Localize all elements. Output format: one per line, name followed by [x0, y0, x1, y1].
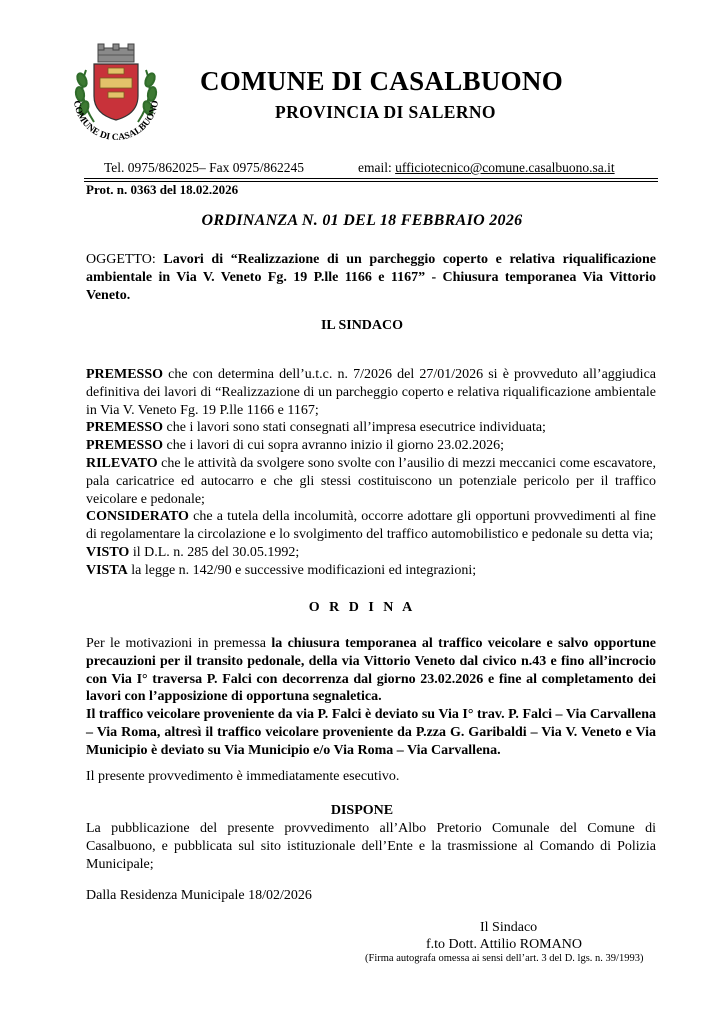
premise-item — [86, 437, 656, 455]
municipality-title: COMUNE DI CASALBUONO — [200, 66, 564, 96]
header-divider-top — [84, 178, 658, 179]
executive-note: Il presente provvedimento è immediatamente esecutivo. — [86, 769, 400, 784]
ordinance-title: ORDINANZA N. 01 DEL 18 FEBBRAIO 2026 — [201, 212, 523, 229]
premise-keyword: PREMESSO — [86, 420, 164, 436]
orders-detour-text: Il traffico veicolare proveniente da via P. Falci è deviato su Via I° trav. P. Falci – Via Carvallena – Via Roma, altresì il traffico veicolare proveniente da P.zza G. Garibaldi – Via V. Veneto e Via Municipio è deviato su Via Municipio e/o Via Roma – Via Carvallena. — [86, 707, 656, 758]
premise-text: che le attività da svolgere sono svolte con l’ausilio di mezzi meccanici come escavatore, pala caricatrice ed autocarro e che gli stessi costituiscono un potenziale pericolo per il traffico veicolare e pedonale; — [86, 455, 656, 507]
premise-text: la legge n. 142/90 e successive modificazioni ed integrazioni; — [127, 562, 477, 578]
mayor-heading: IL SINDACO — [320, 318, 404, 333]
orders-section — [86, 635, 656, 760]
signature-name: f.to Dott. Attilio ROMANO — [426, 937, 582, 952]
premise-text: che i lavori di cui sopra avranno inizio il giorno 23.02.2026; — [163, 438, 504, 454]
premise-keyword: PREMESSO — [86, 367, 164, 382]
premise-item — [86, 562, 656, 580]
premise-keyword: CONSIDERATO — [86, 509, 189, 525]
premise-item — [86, 455, 656, 508]
premises-section — [86, 366, 656, 580]
crest-ribbon-text: COMUNE DI CASALBUONO — [70, 99, 162, 144]
premise-item — [86, 366, 656, 419]
premise-keyword: RILEVATO — [86, 455, 158, 471]
premise-item — [86, 508, 656, 544]
subject-label: OGGETTO: — [86, 252, 164, 267]
premise-keyword: VISTO — [86, 544, 130, 560]
protocol-number: Prot. n. 0363 del 18.02.2026 — [86, 182, 239, 197]
subject-text: Lavori di “Realizzazione di un parcheggio coperto e relativa riqualificazione ambientale in Via V. Veneto Fg. 19 P.lle 1166 e 1167” - Chiusura temporanea Via Vittorio Veneto. — [86, 252, 656, 303]
premise-text: il D.L. n. 285 del 30.05.1992; — [129, 544, 300, 560]
email-block — [358, 160, 615, 176]
premise-keyword: PREMESSO — [86, 438, 164, 454]
contact-line — [104, 160, 615, 176]
orders-intro: Per le motivazioni in premessa — [86, 636, 272, 651]
place-date: Dalla Residenza Municipale 18/02/2026 — [86, 888, 312, 903]
dispone-heading: DISPONE — [330, 803, 394, 818]
province-subtitle: PROVINCIA DI SALERNO — [275, 102, 496, 122]
premise-keyword: VISTA — [86, 562, 128, 578]
signature-note: (Firma autografa omessa ai sensi dell’art. 3 del D. lgs. n. 39/1993) — [365, 953, 644, 964]
premise-item — [86, 544, 656, 562]
signature-role: Il Sindaco — [480, 920, 538, 935]
municipal-crest-logo — [64, 40, 168, 144]
dispone-text: La pubblicazione del presente provvedimento all’Albo Pretorio Comunale del Comune di Casalbuono, e pubblicata sul sito istituzionale dell’Ente e la trasmissione al Comando di Polizia Municipale; — [86, 821, 656, 872]
orders-heading: O R D I N A — [308, 600, 416, 615]
email-link[interactable]: ufficiotecnico@comune.casalbuono.sa.it — [395, 160, 615, 175]
premise-text: che a tutela della incolumità, occorre adottare gli opportuni provvedimenti al fine di regolamentare la circolazione e lo svolgimento del traffico automobilistico e pedonale su detta via; — [86, 509, 656, 543]
premise-text: che i lavori sono stati consegnati all’impresa esecutrice individuata; — [163, 420, 546, 436]
premise-text: che con determina dell’u.t.c. n. 7/2026 del 27/01/2026 si è provveduto all’aggiudica definitiva dei lavori di “Realizzazione di un parcheggio coperto e relativa riqualificazione ambientale in Via V. Veneto Fg. 19 P.lle 1166 e 1167; — [86, 367, 656, 418]
orders-closure-text: la chiusura temporanea al traffico veicolare e salvo opportune precauzioni per il transito pedonale, della via Vittorio Veneto dal civico n.43 e fino all’incrocio con Via I° traversa P. Falci con decorrenza dal giorno 23.02.2026 e fine al completamento dei lavori con l’apposizione di opportuna segnaletica. — [86, 636, 656, 705]
subject-paragraph — [86, 251, 656, 304]
premise-item — [86, 419, 656, 437]
phone-fax: Tel. 0975/862025– Fax 0975/862245 — [104, 160, 305, 175]
email-label: email: — [358, 160, 396, 175]
